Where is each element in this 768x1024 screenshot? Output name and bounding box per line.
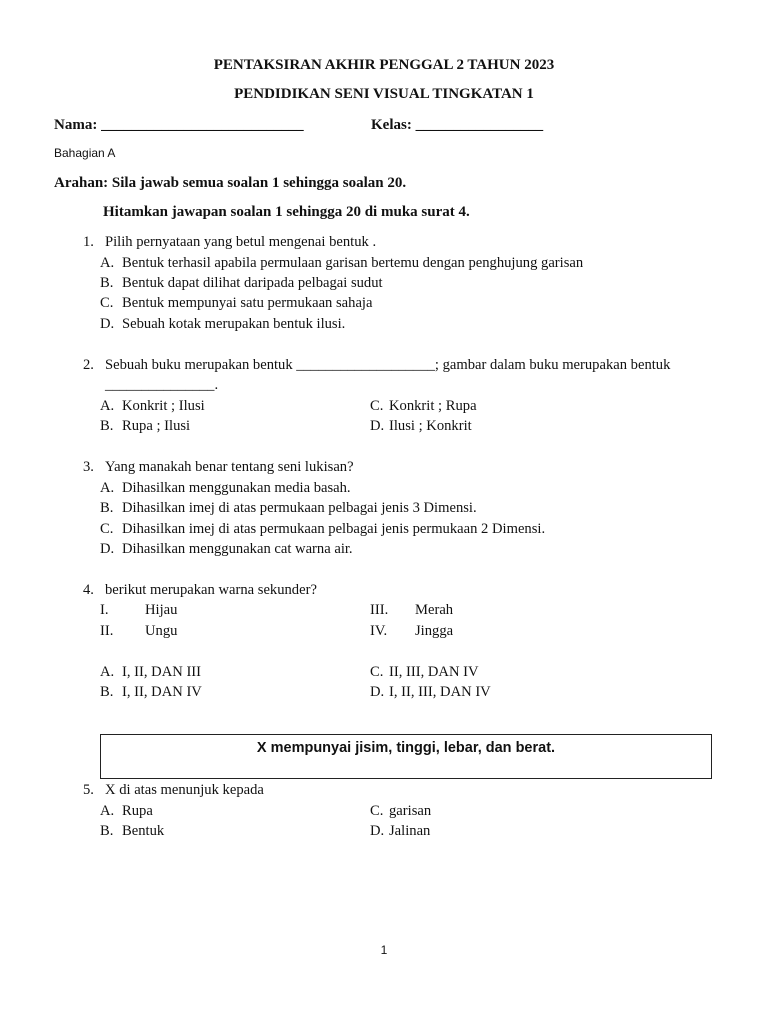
option-text: Bentuk dapat dilihat daripada pelbagai sudut xyxy=(122,275,383,291)
option-label: B. xyxy=(100,684,114,700)
option-label: D. xyxy=(100,316,115,332)
question-number: 4. xyxy=(83,582,94,598)
section-label: Bahagian A xyxy=(54,146,116,160)
option-label: D. xyxy=(100,541,115,557)
nama-field: Nama: ___________________________ xyxy=(54,117,304,133)
item-label: IV. xyxy=(370,623,388,639)
option-text: Bentuk terhasil apabila permulaan garisan bertemu dengan penghujung garisan xyxy=(122,255,584,271)
question-text: berikut merupakan warna sekunder? xyxy=(105,582,317,598)
option-text: garisan xyxy=(389,803,432,819)
item-text: Jingga xyxy=(415,623,454,639)
item-text: Ungu xyxy=(145,623,178,639)
option-text: Ilusi ; Konkrit xyxy=(389,418,472,434)
option-text: Rupa ; Ilusi xyxy=(122,418,191,434)
item-text: Hijau xyxy=(145,602,178,618)
option-label: A. xyxy=(100,480,115,496)
option-text: Konkrit ; Rupa xyxy=(389,398,477,414)
option-text: Dihasilkan menggunakan media basah. xyxy=(122,480,351,496)
exam-title: PENTAKSIRAN AKHIR PENGGAL 2 TAHUN 2023 xyxy=(213,57,555,73)
question-text-continued: _______________. xyxy=(105,377,219,393)
question-text: Sebuah buku merupakan bentuk ___________________; gambar dalam buku merupakan bentuk xyxy=(105,357,671,373)
option-label: B. xyxy=(100,500,114,516)
option-label: C. xyxy=(100,521,114,537)
option-text: I, II, DAN III xyxy=(122,664,202,680)
option-text: Konkrit ; Ilusi xyxy=(122,398,205,414)
option-text: Jalinan xyxy=(389,823,431,839)
statement-text: X mempunyai jisim, tinggi, lebar, dan berat. xyxy=(256,740,556,756)
option-text: Bentuk xyxy=(122,823,165,839)
instruction-1: Arahan: Sila jawab semua soalan 1 sehingga soalan 20. xyxy=(54,175,407,191)
question-text: Pilih pernyataan yang betul mengenai bentuk . xyxy=(105,234,377,250)
question-text: Yang manakah benar tentang seni lukisan? xyxy=(105,459,354,475)
item-label: II. xyxy=(100,623,114,639)
kelas-field: Kelas: _________________ xyxy=(371,117,544,133)
item-label: III. xyxy=(370,602,389,618)
page-number: 1 xyxy=(380,943,388,957)
instruction-2: Hitamkan jawapan soalan 1 sehingga 20 di muka surat 4. xyxy=(103,204,470,220)
option-label: C. xyxy=(370,664,384,680)
option-label: C. xyxy=(370,398,384,414)
option-label: A. xyxy=(100,398,115,414)
option-label: A. xyxy=(100,664,115,680)
option-label: D. xyxy=(370,418,385,434)
option-text: Dihasilkan menggunakan cat warna air. xyxy=(122,541,353,557)
option-text: II, III, DAN IV xyxy=(389,664,479,680)
question-text: X di atas menunjuk kepada xyxy=(105,782,264,798)
option-text: Dihasilkan imej di atas permukaan pelbagai jenis permukaan 2 Dimensi. xyxy=(122,521,546,537)
option-text: Rupa xyxy=(122,803,153,819)
option-label: B. xyxy=(100,418,114,434)
option-label: B. xyxy=(100,823,114,839)
subject-title: PENDIDIKAN SENI VISUAL TINGKATAN 1 xyxy=(234,86,534,102)
option-label: C. xyxy=(370,803,384,819)
question-number: 3. xyxy=(83,459,94,475)
question-number: 1. xyxy=(83,234,94,250)
option-text: Dihasilkan imej di atas permukaan pelbagai jenis 3 Dimensi. xyxy=(122,500,477,516)
item-label: I. xyxy=(100,602,109,618)
question-number: 5. xyxy=(83,782,94,798)
option-text: I, II, DAN IV xyxy=(122,684,202,700)
question-number: 2. xyxy=(83,357,94,373)
option-label: A. xyxy=(100,255,115,271)
option-label: B. xyxy=(100,275,114,291)
item-text: Merah xyxy=(415,602,454,618)
option-text: Sebuah kotak merupakan bentuk ilusi. xyxy=(122,316,346,332)
statement-box xyxy=(100,734,712,779)
option-text: I, II, III, DAN IV xyxy=(389,684,491,700)
option-label: A. xyxy=(100,803,115,819)
option-text: Bentuk mempunyai satu permukaan sahaja xyxy=(122,295,373,311)
option-label: C. xyxy=(100,295,114,311)
option-label: D. xyxy=(370,684,385,700)
option-label: D. xyxy=(370,823,385,839)
